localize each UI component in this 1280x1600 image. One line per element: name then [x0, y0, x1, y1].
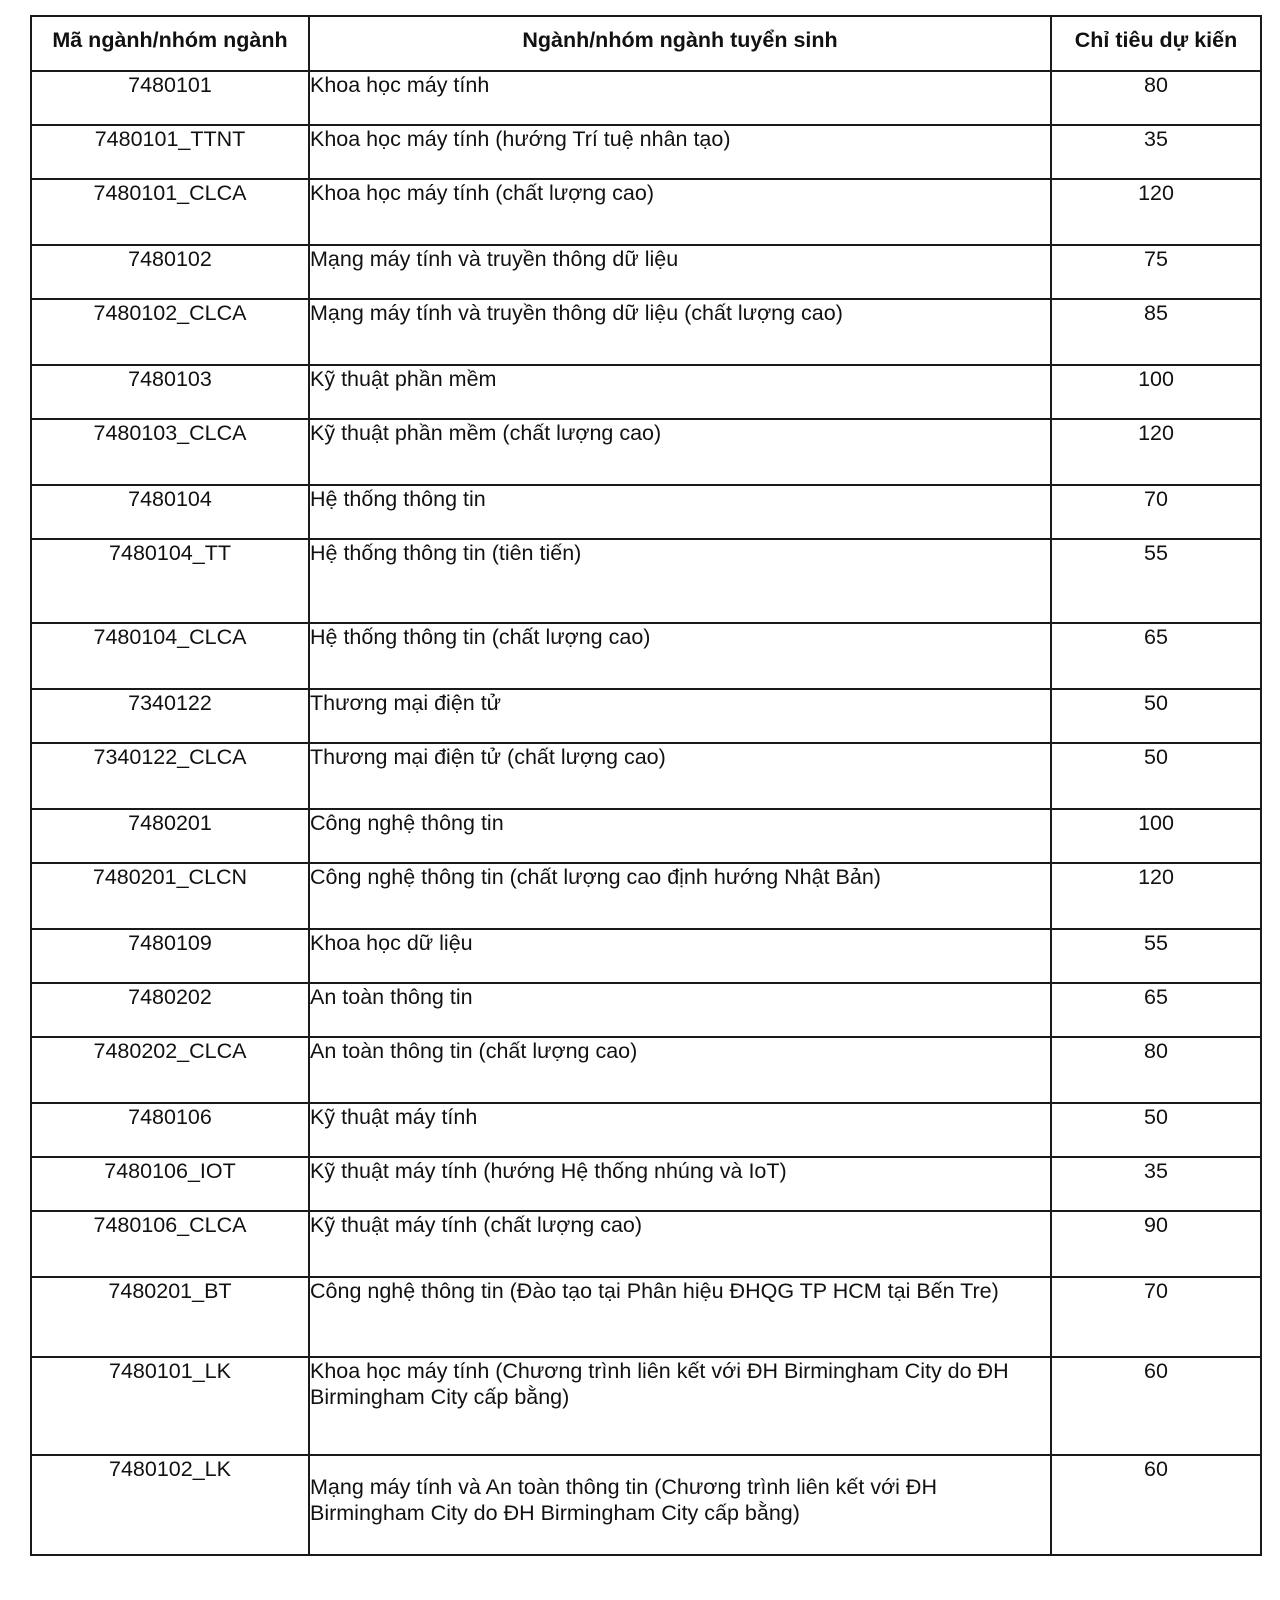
row-quota: 100: [1051, 365, 1261, 419]
table-row: [31, 539, 1261, 623]
table-row: [31, 1277, 1261, 1357]
row-name: Kỹ thuật phần mềm: [309, 365, 1051, 419]
row-name: Hệ thống thông tin (tiên tiến): [309, 539, 1051, 623]
table-row: [31, 1103, 1261, 1157]
row-code: 7480102: [31, 245, 309, 299]
row-quota: 100: [1051, 809, 1261, 863]
row-quota: 35: [1051, 1157, 1261, 1211]
row-code: 7480201: [31, 809, 309, 863]
row-name: An toàn thông tin (chất lượng cao): [309, 1037, 1051, 1103]
row-name: Hệ thống thông tin (chất lượng cao): [309, 623, 1051, 689]
row-quota: 85: [1051, 299, 1261, 365]
row-quota: 70: [1051, 485, 1261, 539]
row-name: Khoa học máy tính (Chương trình liên kết với ĐH Birmingham City do ĐH Birmingham City cấp bằng): [309, 1357, 1051, 1455]
table-row: [31, 1455, 1261, 1555]
row-name: Mạng máy tính và truyền thông dữ liệu (chất lượng cao): [309, 299, 1051, 365]
table-row: [31, 1037, 1261, 1103]
row-quota: 55: [1051, 929, 1261, 983]
row-code: 7340122: [31, 689, 309, 743]
table-row: [31, 929, 1261, 983]
row-code: 7480103_CLCA: [31, 419, 309, 485]
row-quota: 35: [1051, 125, 1261, 179]
row-code: 7480104: [31, 485, 309, 539]
header-quota: Chỉ tiêu dự kiến: [1051, 16, 1261, 71]
row-quota: 120: [1051, 863, 1261, 929]
header-name: Ngành/nhóm ngành tuyển sinh: [309, 16, 1051, 71]
row-quota: 55: [1051, 539, 1261, 623]
row-quota: 60: [1051, 1357, 1261, 1455]
row-name: Công nghệ thông tin (Đào tạo tại Phân hiệu ĐHQG TP HCM tại Bến Tre): [309, 1277, 1051, 1357]
row-quota: 75: [1051, 245, 1261, 299]
row-code: 7480201_BT: [31, 1277, 309, 1357]
table-row: [31, 179, 1261, 245]
row-code: 7480102_LK: [31, 1455, 309, 1555]
table-row: [31, 623, 1261, 689]
row-code: 7480202: [31, 983, 309, 1037]
row-quota: 65: [1051, 983, 1261, 1037]
header-code: Mã ngành/nhóm ngành: [31, 16, 309, 71]
row-name: Khoa học dữ liệu: [309, 929, 1051, 983]
row-quota: 70: [1051, 1277, 1261, 1357]
table-row: [31, 689, 1261, 743]
row-name: Kỹ thuật phần mềm (chất lượng cao): [309, 419, 1051, 485]
row-name: Kỹ thuật máy tính: [309, 1103, 1051, 1157]
table-row: [31, 1211, 1261, 1277]
table-row: [31, 71, 1261, 125]
row-code: 7340122_CLCA: [31, 743, 309, 809]
row-code: 7480101: [31, 71, 309, 125]
row-name: Khoa học máy tính: [309, 71, 1051, 125]
row-name: Kỹ thuật máy tính (hướng Hệ thống nhúng và IoT): [309, 1157, 1051, 1211]
table-row: [31, 863, 1261, 929]
row-name: Mạng máy tính và truyền thông dữ liệu: [309, 245, 1051, 299]
table-row: [31, 743, 1261, 809]
row-quota: 80: [1051, 71, 1261, 125]
row-name: Hệ thống thông tin: [309, 485, 1051, 539]
row-quota: 65: [1051, 623, 1261, 689]
row-code: 7480106_IOT: [31, 1157, 309, 1211]
table-row: [31, 1157, 1261, 1211]
row-name: Thương mại điện tử (chất lượng cao): [309, 743, 1051, 809]
row-code: 7480106_CLCA: [31, 1211, 309, 1277]
row-code: 7480104_CLCA: [31, 623, 309, 689]
table-row: [31, 485, 1261, 539]
row-name: Công nghệ thông tin (chất lượng cao định hướng Nhật Bản): [309, 863, 1051, 929]
table-header-row: [31, 16, 1261, 71]
row-name: Mạng máy tính và An toàn thông tin (Chương trình liên kết với ĐH Birmingham City do ĐH Birmingham City cấp bằng): [309, 1455, 1051, 1555]
row-name: Kỹ thuật máy tính (chất lượng cao): [309, 1211, 1051, 1277]
row-code: 7480103: [31, 365, 309, 419]
table-row: [31, 809, 1261, 863]
row-code: 7480101_LK: [31, 1357, 309, 1455]
row-name: Khoa học máy tính (hướng Trí tuệ nhân tạo): [309, 125, 1051, 179]
row-code: 7480102_CLCA: [31, 299, 309, 365]
row-quota: 50: [1051, 743, 1261, 809]
table-row: [31, 365, 1261, 419]
table-row: [31, 983, 1261, 1037]
row-quota: 60: [1051, 1455, 1261, 1555]
row-code: 7480201_CLCN: [31, 863, 309, 929]
table-row: [31, 125, 1261, 179]
table-row: [31, 419, 1261, 485]
row-code: 7480101_CLCA: [31, 179, 309, 245]
row-quota: 50: [1051, 689, 1261, 743]
row-quota: 120: [1051, 179, 1261, 245]
table-row: [31, 299, 1261, 365]
row-name: Công nghệ thông tin: [309, 809, 1051, 863]
row-code: 7480104_TT: [31, 539, 309, 623]
row-quota: 120: [1051, 419, 1261, 485]
row-name: An toàn thông tin: [309, 983, 1051, 1037]
row-name: Thương mại điện tử: [309, 689, 1051, 743]
row-code: 7480101_TTNT: [31, 125, 309, 179]
row-name: Khoa học máy tính (chất lượng cao): [309, 179, 1051, 245]
admission-quota-table: [30, 15, 1262, 1556]
table-row: [31, 1357, 1261, 1455]
row-code: 7480109: [31, 929, 309, 983]
row-quota: 80: [1051, 1037, 1261, 1103]
row-code: 7480106: [31, 1103, 309, 1157]
row-code: 7480202_CLCA: [31, 1037, 309, 1103]
row-quota: 90: [1051, 1211, 1261, 1277]
row-quota: 50: [1051, 1103, 1261, 1157]
table-row: [31, 245, 1261, 299]
